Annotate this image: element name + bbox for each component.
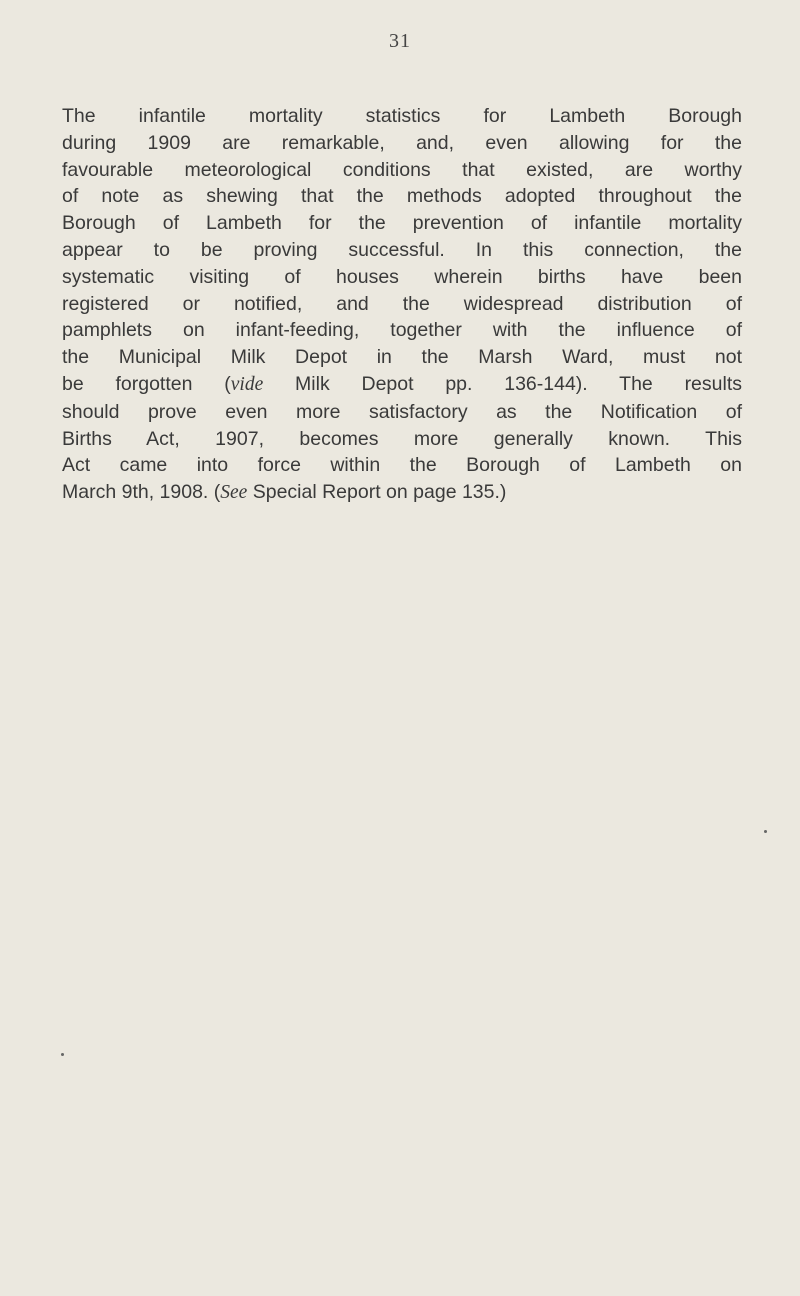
text-line: Births Act, 1907, becomes more generally known. This (62, 427, 742, 450)
text-fragment: be forgotten ( (62, 372, 231, 395)
text-fragment: Milk Depot pp. 136-144). The results (263, 372, 742, 395)
text-line: during 1909 are remarkable, and, even allowing for the (62, 131, 742, 154)
text-line: should prove even more satisfactory as the Notification of (62, 400, 742, 423)
text-fragment: March 9th, 1908. ( (62, 481, 221, 504)
text-line: registered or notified, and the widespread distribution of (62, 292, 742, 315)
paper-speck (61, 1053, 64, 1056)
text-line: systematic visiting of houses wherein births have been (62, 265, 742, 288)
text-line: pamphlets on infant-feeding, together with the influence of (62, 319, 742, 342)
body-paragraph (62, 103, 742, 507)
text-line: Act came into force within the Borough of Lambeth on (62, 454, 742, 477)
italic-vide: vide (230, 373, 264, 395)
text-line (62, 479, 742, 507)
text-fragment: Special Report on page 135.) (247, 481, 507, 504)
text-line: appear to be proving successful. In this connection, the (62, 238, 742, 261)
text-line: the Municipal Milk Depot in the Marsh Ward, must not (62, 346, 742, 369)
italic-see: See (220, 482, 248, 504)
text-line: of note as shewing that the methods adopted throughout the (62, 185, 742, 208)
text-line: Borough of Lambeth for the prevention of infantile mortality (62, 212, 742, 235)
text-line: favourable meteorological conditions that existed, are worthy (62, 158, 742, 181)
page-number: 31 (389, 30, 411, 52)
text-line (62, 371, 742, 399)
text-line: The infantile mortality statistics for Lambeth Borough (62, 105, 742, 127)
paper-speck (764, 830, 767, 833)
